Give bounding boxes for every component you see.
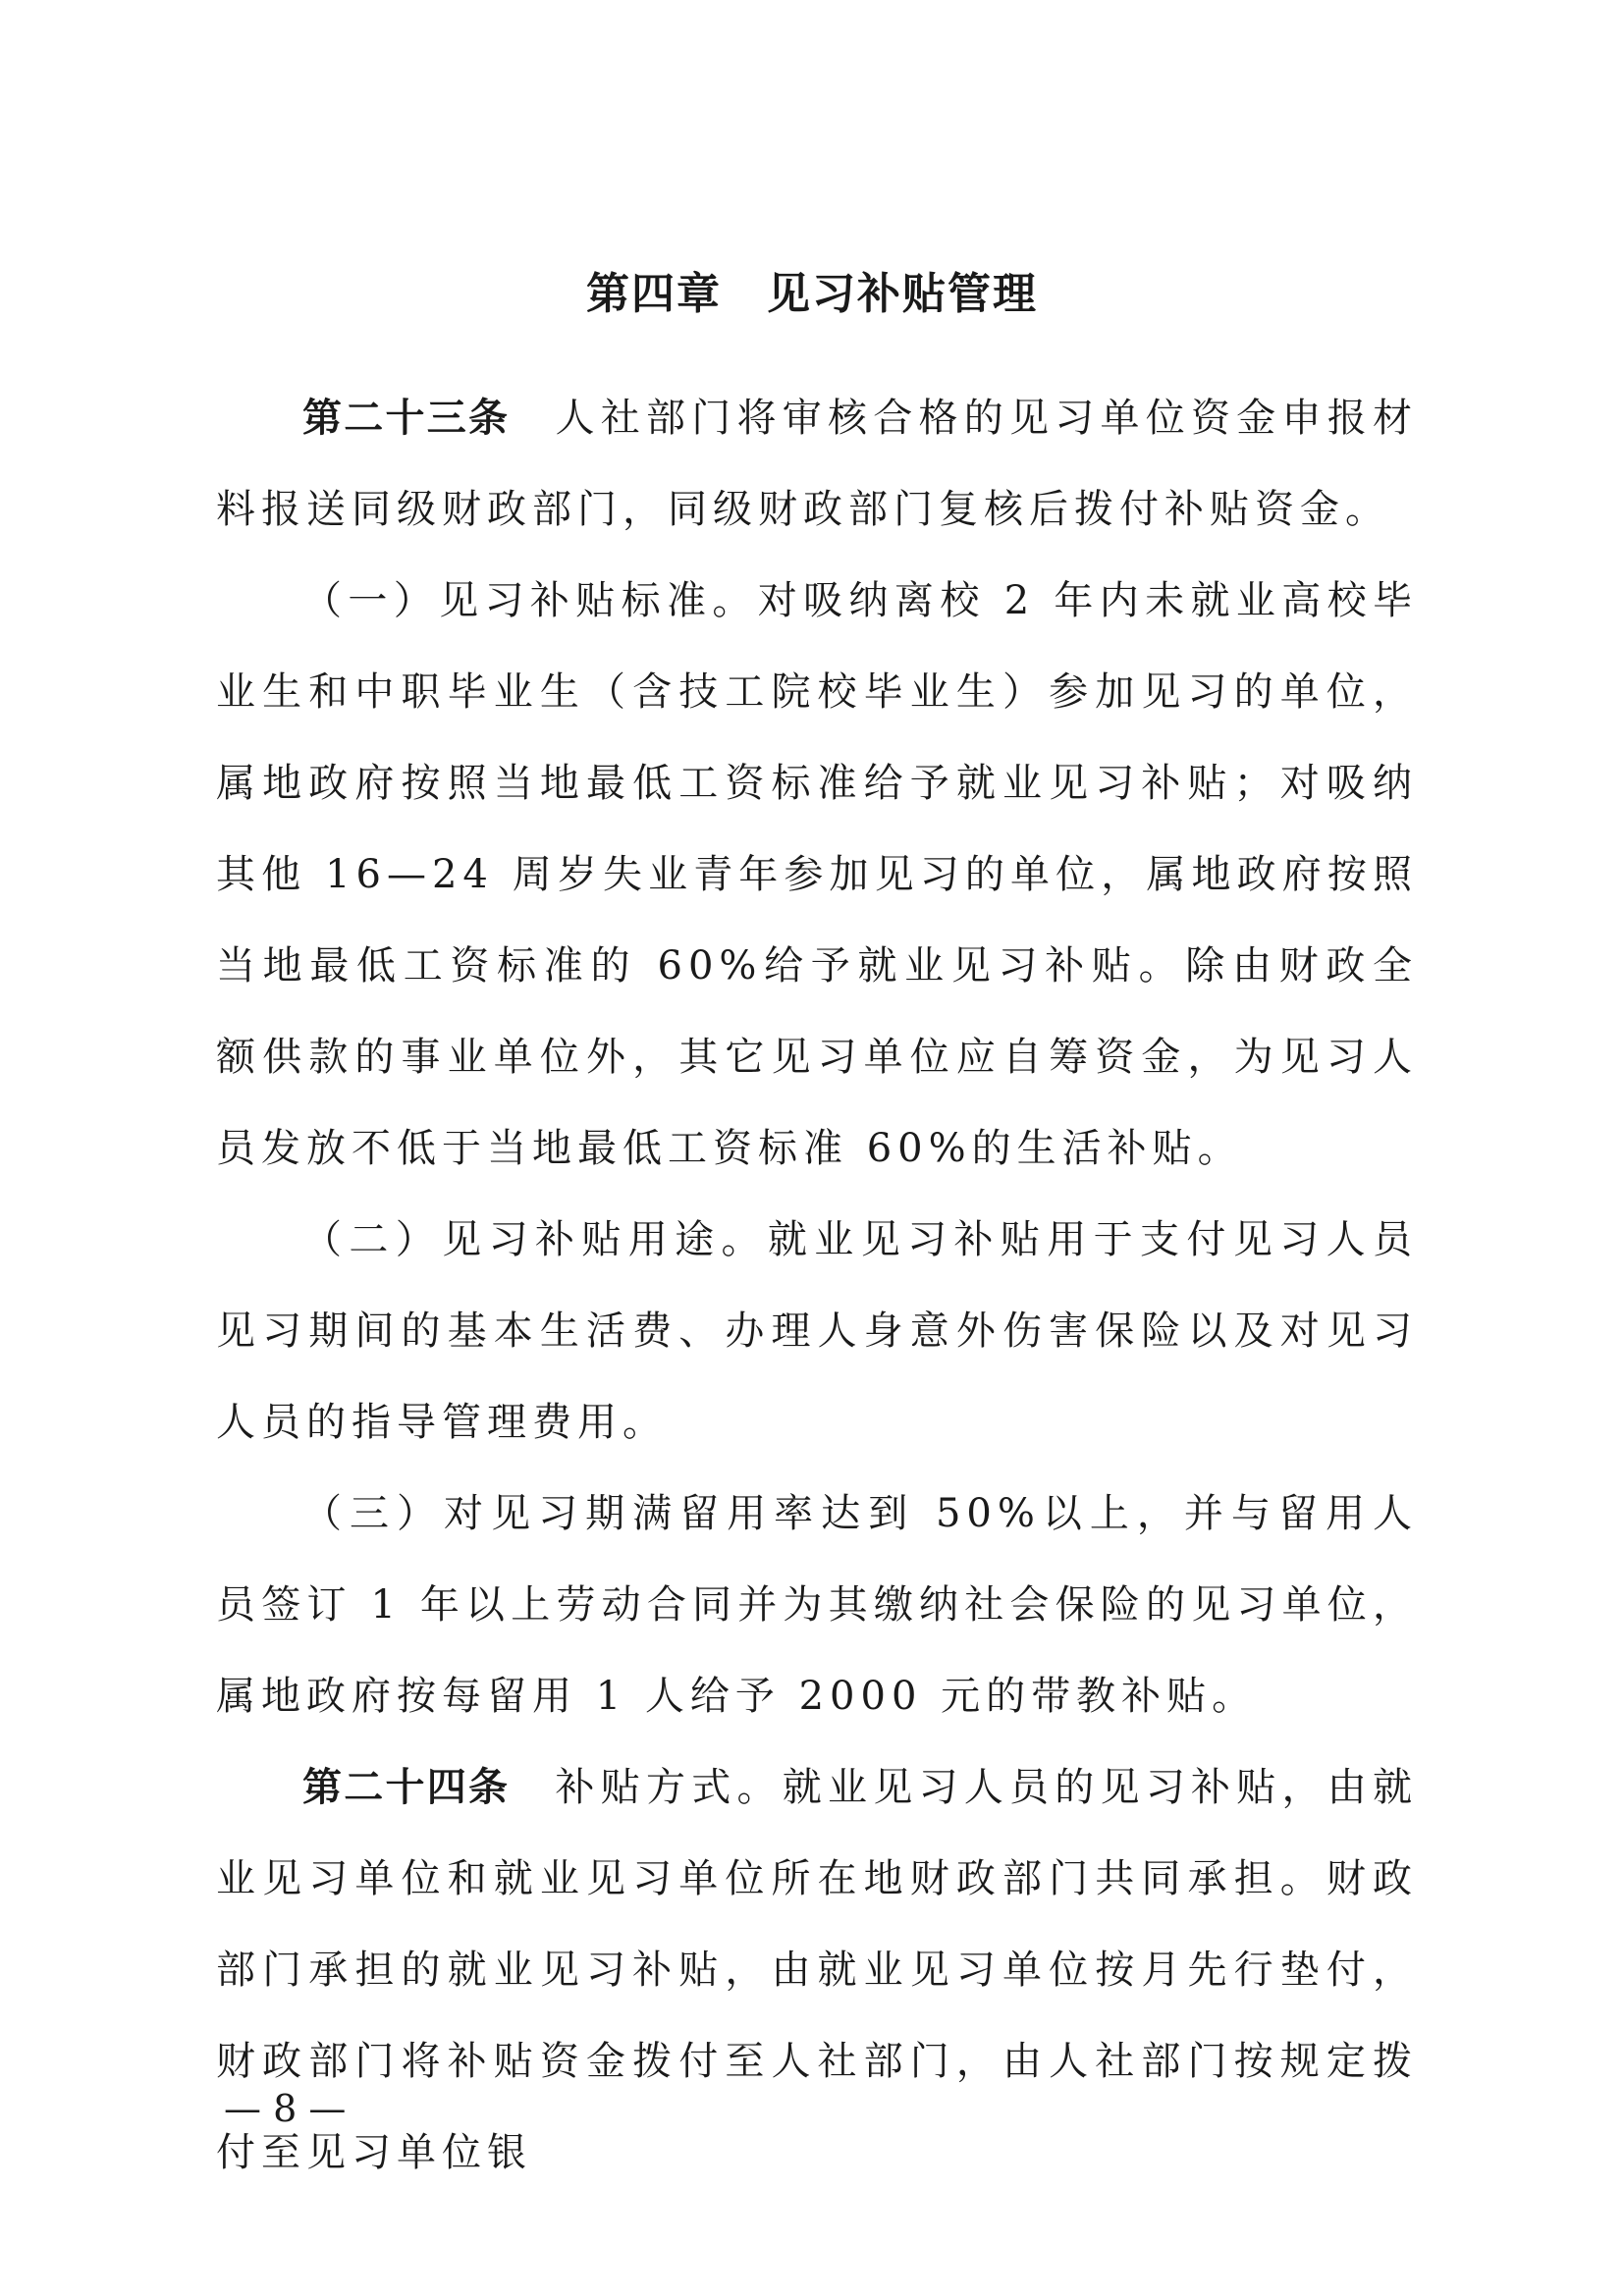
paragraph-text: 人社部门将审核合格的见习单位资金申报材料报送同级财政部门，同级财政部门复核后拨付补贴资金。 [216,396,1418,532]
subsidy-standard-paragraph [216,556,1418,1195]
chapter-title: 第四章 见习补贴管理 [586,269,1038,319]
paragraph-text: （一）见习补贴标准。对吸纳离校 2 年内未就业高校毕业生和中职毕业生（含技工院校毕业生）参加见习的单位，属地政府按照当地最低工资标准给予就业见习补贴；对吸纳其他 16—24 周岁失业青年参加见习的单位，属地政府按照当地最低工资标准的 60%给予就业见习补贴。除由财政全额供款的事业单位外，其它见习单位应自筹资金，为见习人员发放不低于当地最低工资标准 60%的生活补贴。 [216,578,1418,1171]
paragraph-text: （二）见习补贴用途。就业见习补贴用于支付见习人员见习期间的基本生活费、办理人身意外伤害保险以及对见习人员的指导管理费用。 [216,1217,1418,1445]
body-text [216,373,1418,2199]
paragraph-text: 补贴方式。就业见习人员的见习补贴，由就业见习单位和就业见习单位所在地财政部门共同承担。财政部门承担的就业见习补贴，由就业见习单位按月先行垫付，财政部门将补贴资金拨付至人社部门，由人社部门按规定拨付至见习单位银 [216,1765,1418,2175]
subsidy-usage-paragraph [216,1195,1418,1468]
article-label: 第二十三条 [302,396,511,441]
retention-subsidy-paragraph [216,1468,1418,1742]
paragraph-text: （三）对见习期满留用率达到 50%以上，并与留用人员签订 1 年以上劳动合同并为其缴纳社会保险的见习单位，属地政府按每留用 1 人给予 2000 元的带教补贴。 [216,1491,1418,1719]
article-24-paragraph [216,1742,1418,2199]
article-23-paragraph [216,373,1418,556]
article-label: 第二十四条 [302,1765,511,1810]
page-number: — 8 — [224,2087,347,2130]
